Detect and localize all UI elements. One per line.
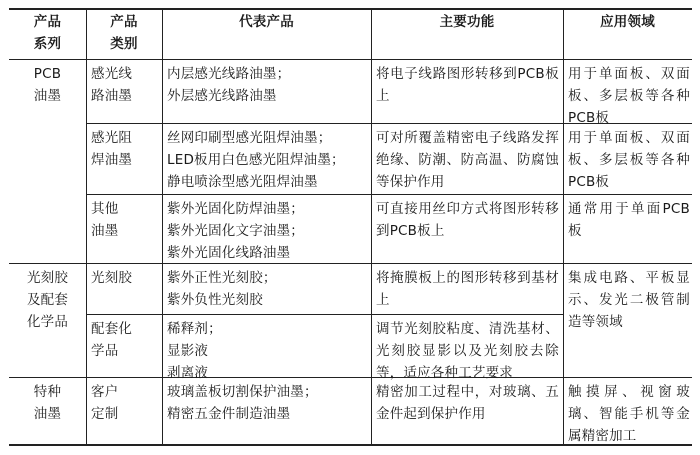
products-cell: 玻璃盖板切割保护油墨； 精密五金件制造油墨: [167, 384, 318, 422]
application-cell: 用于单面板、双面板、多层板等各种PCB板: [568, 130, 690, 190]
series-cell: 光刻胶 及配套 化学品: [26, 270, 69, 330]
category-cell: 感光线 路油墨: [91, 66, 133, 104]
table-top-rule: [9, 8, 692, 10]
function-cell: 将电子线路图形转移到PCB板上: [376, 66, 559, 104]
products-cell: 紫外正性光刻胶； 紫外负性光刻胶: [167, 270, 277, 308]
header-series: 产品 系列: [33, 14, 62, 52]
application-cell: 用于单面板、双面板、多层板等各种PCB板: [568, 66, 690, 126]
products-cell: 稀释剂； 显影液 剥离液: [167, 321, 222, 381]
function-cell: 可对所覆盖精密电子线路发挥绝缘、防潮、防高温、防腐蚀等保护作用: [376, 130, 559, 190]
column-divider: [563, 8, 564, 446]
category-cell: 感光阻 焊油墨: [91, 130, 133, 168]
header-products: 代表产品: [239, 14, 294, 30]
application-cell: 触摸屏、视窗玻璃、智能手机等金属精密加工: [568, 384, 690, 444]
function-cell: 将掩膜板上的图形转移到基材上: [376, 270, 559, 308]
products-cell: 紫外光固化防焊油墨； 紫外光固化文字油墨； 紫外光固化线路油墨: [167, 201, 304, 261]
header-function: 主要功能: [439, 14, 495, 30]
application-cell: 集成电路、平板显示、发光二极管制造等领域: [568, 270, 690, 330]
header-application: 应用领域: [600, 14, 655, 30]
function-cell: 可直接用丝印方式将图形转移到PCB板上: [376, 201, 559, 239]
series-cell: 特种 油墨: [33, 384, 62, 422]
header-bottom-rule: [9, 59, 692, 60]
product-table: [9, 8, 692, 446]
row-divider: [86, 314, 563, 315]
products-cell: 内层感光线路油墨； 外层感光线路油墨: [167, 66, 291, 104]
products-cell: 丝网印刷型感光阻焊油墨； LED板用白色感光阻焊油墨； 静电喷涂型感光阻焊油墨: [167, 130, 345, 190]
function-cell: 调节光刻胶粘度、清洗基材、光刻胶显影以及光刻胶去除等，适应各种工艺要求: [376, 321, 559, 381]
category-cell: 客户 定制: [91, 384, 119, 422]
row-divider: [86, 194, 692, 195]
header-category: 产品 类别: [110, 14, 138, 52]
application-cell: 通常用于单面PCB板: [568, 201, 690, 239]
category-cell: 其他 油墨: [91, 201, 119, 239]
category-cell: 配套化 学品: [91, 321, 133, 359]
function-cell: 精密加工过程中，对玻璃、五金件起到保护作用: [376, 384, 559, 422]
column-divider: [86, 8, 87, 446]
series-cell: PCB 油墨: [33, 66, 62, 104]
column-divider: [371, 8, 372, 446]
column-divider: [162, 8, 163, 446]
category-cell: 光刻胶: [91, 270, 133, 286]
